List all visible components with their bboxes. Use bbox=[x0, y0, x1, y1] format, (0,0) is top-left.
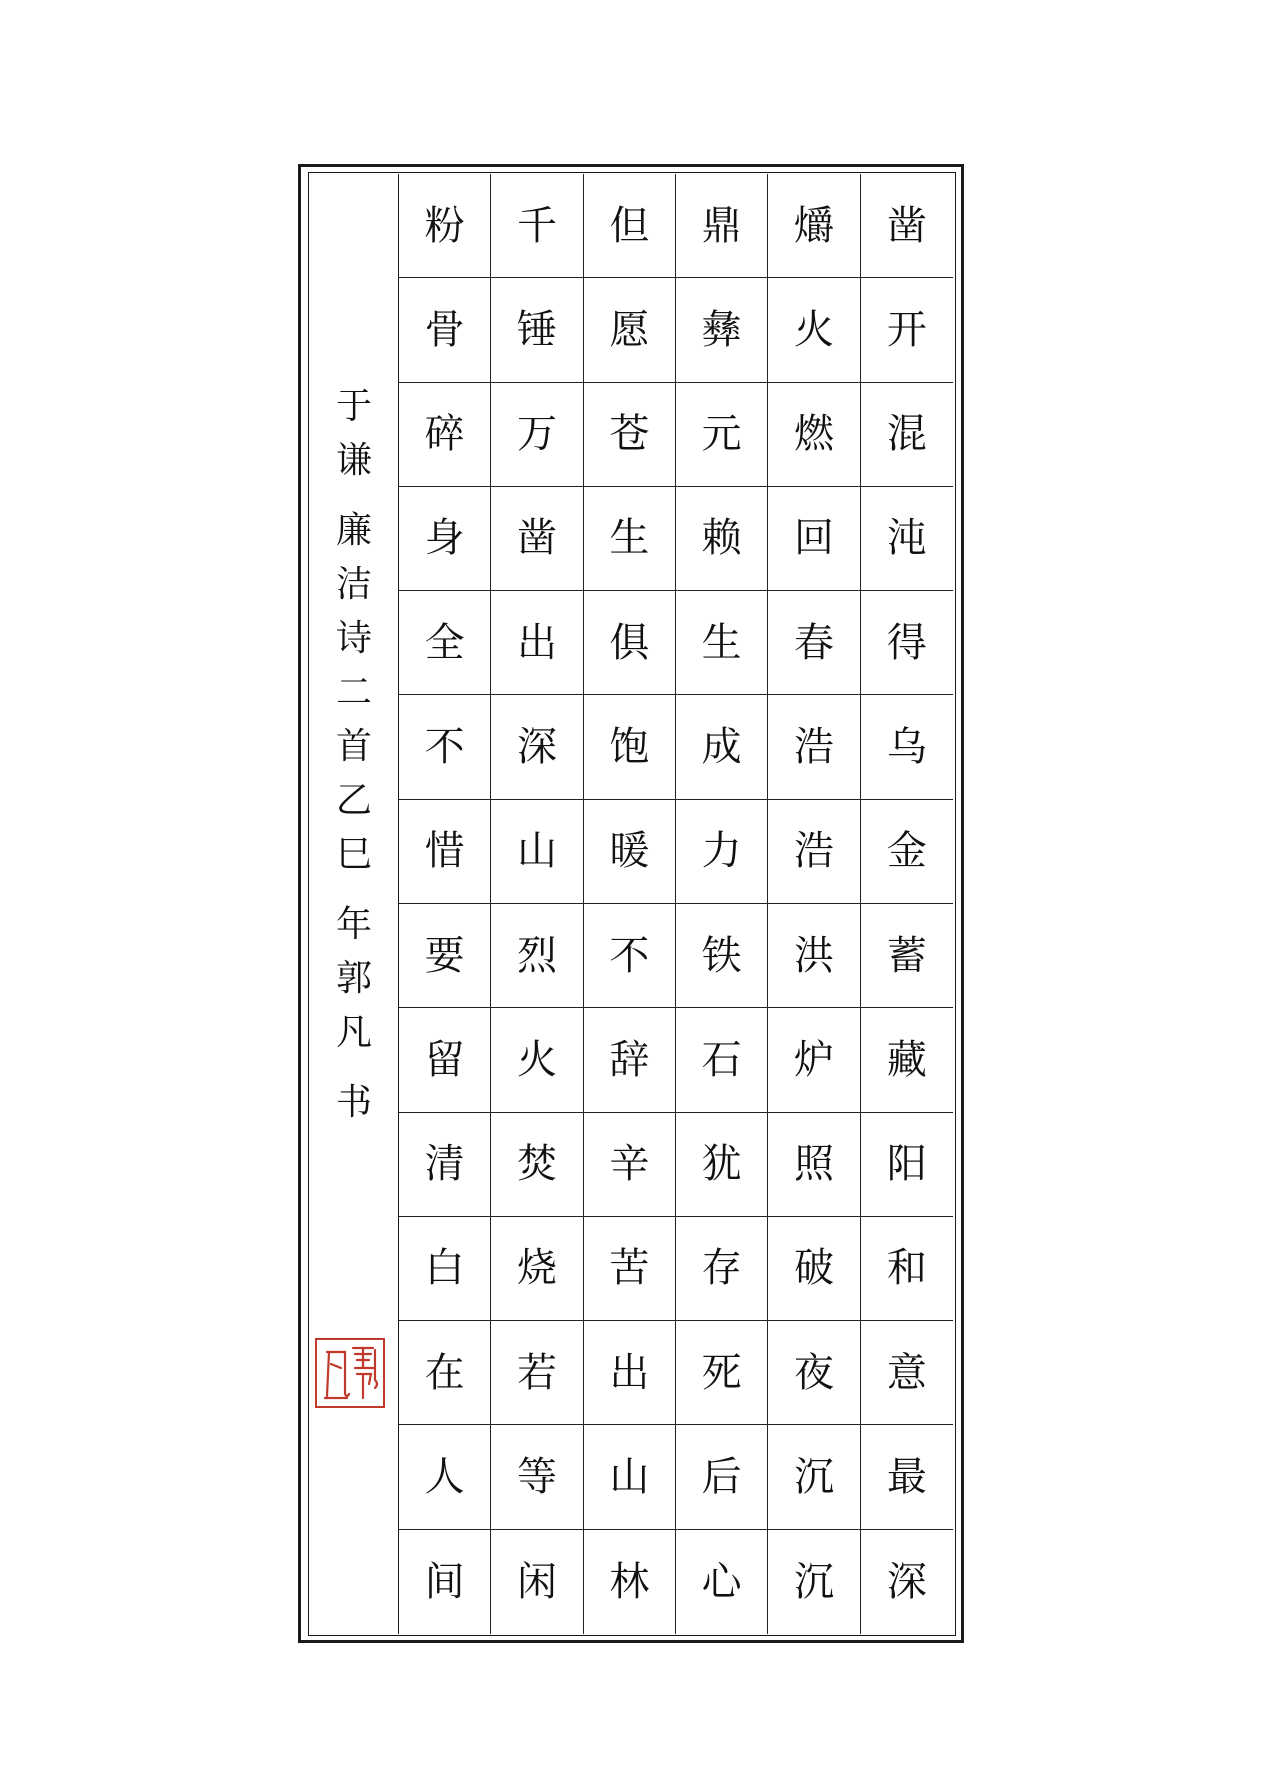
grid-cell: 人 bbox=[399, 1425, 491, 1529]
grid-cell: 意 bbox=[861, 1321, 953, 1425]
grid-cell: 林 bbox=[584, 1530, 676, 1634]
grid-cell: 最 bbox=[861, 1425, 953, 1529]
signature-char: 洁 bbox=[335, 564, 372, 605]
grid-cell: 炉 bbox=[768, 1008, 860, 1112]
signature-char: 巳 bbox=[335, 834, 372, 875]
grid-cell: 夜 bbox=[768, 1321, 860, 1425]
grid-cell: 愿 bbox=[584, 278, 676, 382]
grid-cell: 若 bbox=[491, 1321, 583, 1425]
grid-cell: 破 bbox=[768, 1217, 860, 1321]
grid-cell: 照 bbox=[768, 1113, 860, 1217]
signature-char: 首 bbox=[335, 726, 372, 767]
signature-column bbox=[328, 380, 380, 1238]
grid-cell: 洪 bbox=[768, 904, 860, 1008]
grid-cell: 骨 bbox=[399, 278, 491, 382]
grid-cell: 出 bbox=[584, 1321, 676, 1425]
grid-cell: 苦 bbox=[584, 1217, 676, 1321]
grid-cell: 燃 bbox=[768, 383, 860, 487]
grid-cell: 生 bbox=[584, 487, 676, 591]
grid-cell: 辛 bbox=[584, 1113, 676, 1217]
grid-cell: 阳 bbox=[861, 1113, 953, 1217]
signature-char: 谦 bbox=[335, 440, 372, 481]
grid-cell: 碎 bbox=[399, 383, 491, 487]
signature-char: 年 bbox=[335, 904, 372, 945]
grid-cell: 沌 bbox=[861, 487, 953, 591]
grid-cell: 乌 bbox=[861, 695, 953, 799]
grid-cell: 要 bbox=[399, 904, 491, 1008]
grid-cell: 惜 bbox=[399, 800, 491, 904]
grid-cell: 锤 bbox=[491, 278, 583, 382]
grid-cell: 爝 bbox=[768, 174, 860, 278]
grid-cell: 间 bbox=[399, 1530, 491, 1634]
grid-cell: 死 bbox=[676, 1321, 768, 1425]
grid-cell: 出 bbox=[491, 591, 583, 695]
grid-cell: 力 bbox=[676, 800, 768, 904]
grid-cell: 沉 bbox=[768, 1530, 860, 1634]
grid-cell: 身 bbox=[399, 487, 491, 591]
grid-cell: 藏 bbox=[861, 1008, 953, 1112]
grid-cell: 和 bbox=[861, 1217, 953, 1321]
seal-stamp-icon bbox=[315, 1338, 385, 1408]
grid-cell: 金 bbox=[861, 800, 953, 904]
grid-cell: 心 bbox=[676, 1530, 768, 1634]
grid-cell: 粉 bbox=[399, 174, 491, 278]
grid-cell: 成 bbox=[676, 695, 768, 799]
signature-char: 二 bbox=[335, 672, 372, 713]
grid-cell: 苍 bbox=[584, 383, 676, 487]
grid-cell: 烈 bbox=[491, 904, 583, 1008]
grid-cell: 深 bbox=[491, 695, 583, 799]
grid-cell: 蓄 bbox=[861, 904, 953, 1008]
grid-cell: 存 bbox=[676, 1217, 768, 1321]
grid-cell: 千 bbox=[491, 174, 583, 278]
grid-cell: 等 bbox=[491, 1425, 583, 1529]
grid-cell: 彝 bbox=[676, 278, 768, 382]
grid-cell: 烧 bbox=[491, 1217, 583, 1321]
grid-cell: 凿 bbox=[861, 174, 953, 278]
grid-cell: 混 bbox=[861, 383, 953, 487]
grid-cell: 开 bbox=[861, 278, 953, 382]
grid-cell: 但 bbox=[584, 174, 676, 278]
grid-cell: 暖 bbox=[584, 800, 676, 904]
grid-cell: 白 bbox=[399, 1217, 491, 1321]
character-grid bbox=[398, 174, 953, 1634]
grid-cell: 俱 bbox=[584, 591, 676, 695]
grid-cell: 后 bbox=[676, 1425, 768, 1529]
grid-cell: 焚 bbox=[491, 1113, 583, 1217]
grid-cell: 生 bbox=[676, 591, 768, 695]
grid-cell: 万 bbox=[491, 383, 583, 487]
signature-char: 于 bbox=[335, 386, 372, 427]
grid-cell: 清 bbox=[399, 1113, 491, 1217]
grid-cell: 铁 bbox=[676, 904, 768, 1008]
grid-cell: 火 bbox=[491, 1008, 583, 1112]
grid-cell: 火 bbox=[768, 278, 860, 382]
grid-cell: 全 bbox=[399, 591, 491, 695]
signature-char: 郭 bbox=[335, 958, 372, 999]
grid-cell: 浩 bbox=[768, 695, 860, 799]
grid-cell: 回 bbox=[768, 487, 860, 591]
grid-cell: 鼎 bbox=[676, 174, 768, 278]
grid-cell: 不 bbox=[399, 695, 491, 799]
grid-cell: 山 bbox=[491, 800, 583, 904]
grid-cell: 饱 bbox=[584, 695, 676, 799]
grid-cell: 在 bbox=[399, 1321, 491, 1425]
grid-cell: 犹 bbox=[676, 1113, 768, 1217]
grid-cell: 不 bbox=[584, 904, 676, 1008]
grid-cell: 浩 bbox=[768, 800, 860, 904]
grid-cell: 赖 bbox=[676, 487, 768, 591]
grid-cell: 山 bbox=[584, 1425, 676, 1529]
grid-cell: 留 bbox=[399, 1008, 491, 1112]
signature-char: 书 bbox=[335, 1082, 372, 1123]
grid-cell: 元 bbox=[676, 383, 768, 487]
signature-char: 廉 bbox=[335, 510, 372, 551]
grid-cell: 辞 bbox=[584, 1008, 676, 1112]
grid-cell: 凿 bbox=[491, 487, 583, 591]
grid-cell: 沉 bbox=[768, 1425, 860, 1529]
grid-cell: 春 bbox=[768, 591, 860, 695]
signature-char: 乙 bbox=[335, 780, 372, 821]
grid-cell: 闲 bbox=[491, 1530, 583, 1634]
grid-cell: 石 bbox=[676, 1008, 768, 1112]
signature-char: 诗 bbox=[335, 618, 372, 659]
grid-cell: 深 bbox=[886, 1558, 927, 1605]
signature-char: 凡 bbox=[335, 1012, 372, 1053]
grid-cell: 得 bbox=[861, 591, 953, 695]
